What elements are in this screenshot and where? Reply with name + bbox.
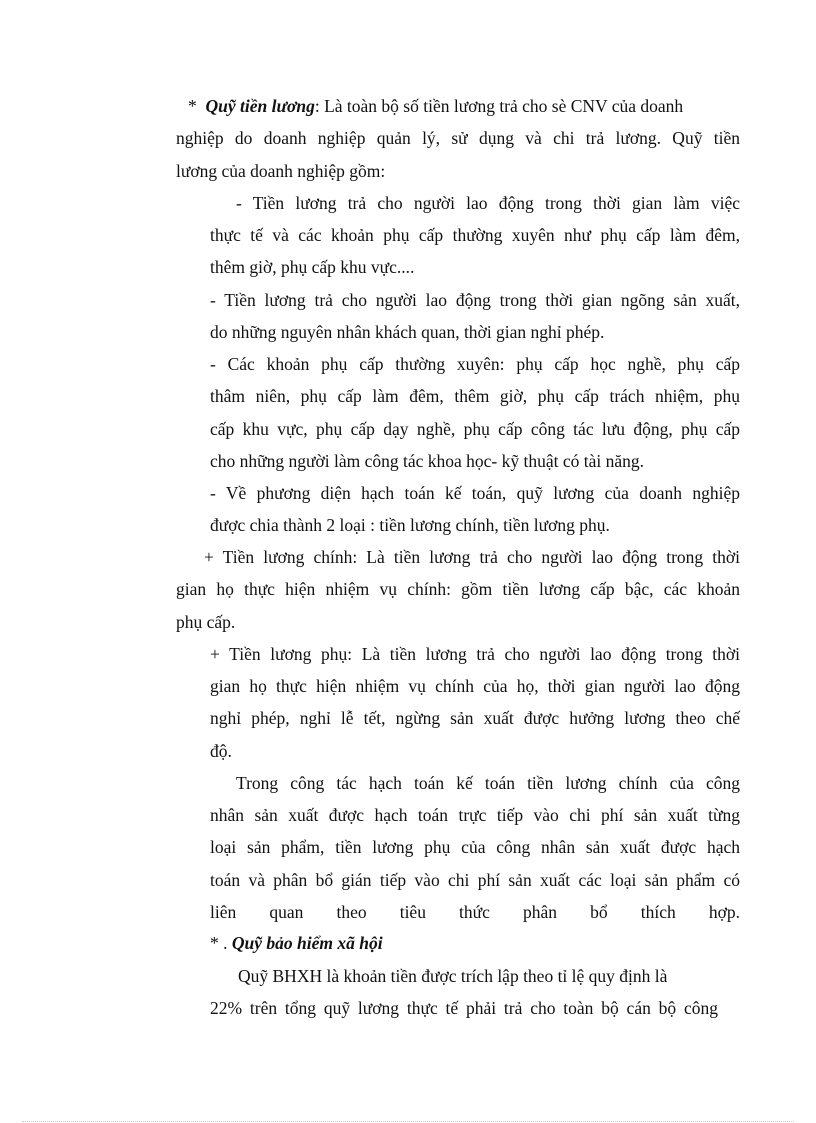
tien-luong-phu-line-3: nghỉ phép, nghỉ lễ tết, ngừng sản xuất được hưởng lương theo chế: [210, 708, 740, 728]
bhxh-line-1: Quỹ BHXH là khoản tiền được trích lập theo tỉ lệ quy định là: [238, 966, 668, 986]
hach-toan-line-2: nhân sản xuất được hạch toán trực tiếp vào chi phí sản xuất từng: [210, 805, 740, 825]
bhxh-heading: [210, 932, 383, 954]
bullet-star: *: [188, 96, 197, 116]
bullet-2-line-1: - Tiền lương trả cho người lao động trong thời gian ngõng sản xuất,: [210, 290, 740, 310]
quy-tien-luong-line-2: nghiệp do doanh nghiệp quản lý, sử dụng và chi trả lương. Quỹ tiền: [176, 128, 740, 148]
tien-luong-chinh-line-2: gian họ thực hiện nhiệm vụ chính: gồm tiền lương cấp bậc, các khoản: [176, 579, 740, 599]
bullet-4-line-1: - Về phương diện hạch toán kế toán, quỹ lương của doanh nghiệp: [210, 483, 740, 503]
tien-luong-chinh-line-1: + Tiền lương chính: Là tiền lương trả cho người lao động trong thời: [204, 547, 740, 567]
hach-toan-line-3: loại sản phẩm, tiền lương phụ của công nhân sản xuất được hạch: [210, 837, 740, 857]
quy-tien-luong-definition: : Là toàn bộ số tiền lương trả cho sè CNV của doanh: [314, 96, 684, 116]
bhxh-line-2: 22% trên tổng quỹ lương thực tế phải trả cho toàn bộ cán bộ công: [210, 998, 718, 1018]
bullet-1-line-1: - Tiền lương trả cho người lao động trong thời gian làm việc: [236, 193, 740, 213]
bullet-2-line-2: do những nguyên nhân khách quan, thời gian nghỉ phép.: [210, 322, 605, 342]
hach-toan-line-4: toán và phân bổ gián tiếp vào chi phí sản xuất các loại sản phẩm có: [210, 870, 740, 890]
bhxh-heading-prefix: * .: [210, 933, 228, 953]
term-quy-bao-hiem-xa-hoi: Quỹ bảo hiểm xã hội: [231, 933, 383, 953]
quy-tien-luong-line-3: lương của doanh nghiệp gồm:: [176, 161, 386, 181]
bullet-1-line-2: thực tế và các khoản phụ cấp thường xuyên như phụ cấp làm đêm,: [210, 225, 740, 245]
hach-toan-line-1: Trong công tác hạch toán kế toán tiền lương chính của công: [236, 773, 740, 793]
tien-luong-phu-line-1: + Tiền lương phụ: Là tiền lương trả cho người lao động trong thời: [210, 644, 740, 664]
tien-luong-phu-line-4: độ.: [210, 741, 232, 761]
term-quy-tien-luong: Quỹ tiền lương: [205, 96, 315, 116]
page-bottom-border: [22, 1121, 794, 1122]
hach-toan-line-5: liên quan theo tiêu thức phân bổ thích hợp.: [210, 902, 740, 922]
bullet-3-line-3: cấp khu vực, phụ cấp dạy nghề, phụ cấp công tác lưu động, phụ cấp: [210, 419, 740, 439]
bullet-3-line-1: - Các khoản phụ cấp thường xuyên: phụ cấp học nghề, phụ cấp: [210, 354, 740, 374]
bullet-4-line-2: được chia thành 2 loại : tiền lương chính, tiền lương phụ.: [210, 515, 610, 535]
quy-tien-luong-line-1: [188, 95, 740, 117]
tien-luong-chinh-line-3: phụ cấp.: [176, 612, 236, 632]
bullet-3-line-4: cho những người làm công tác khoa học- kỹ thuật có tài năng.: [210, 451, 645, 471]
bullet-1-line-3: thêm giờ, phụ cấp khu vực....: [210, 257, 415, 277]
tien-luong-phu-line-2: gian họ thực hiện nhiệm vụ chính của họ, thời gian người lao động: [210, 676, 740, 696]
bullet-3-line-2: thâm niên, phụ cấp làm đêm, thêm giờ, phụ cấp trách nhiệm, phụ: [210, 386, 740, 406]
